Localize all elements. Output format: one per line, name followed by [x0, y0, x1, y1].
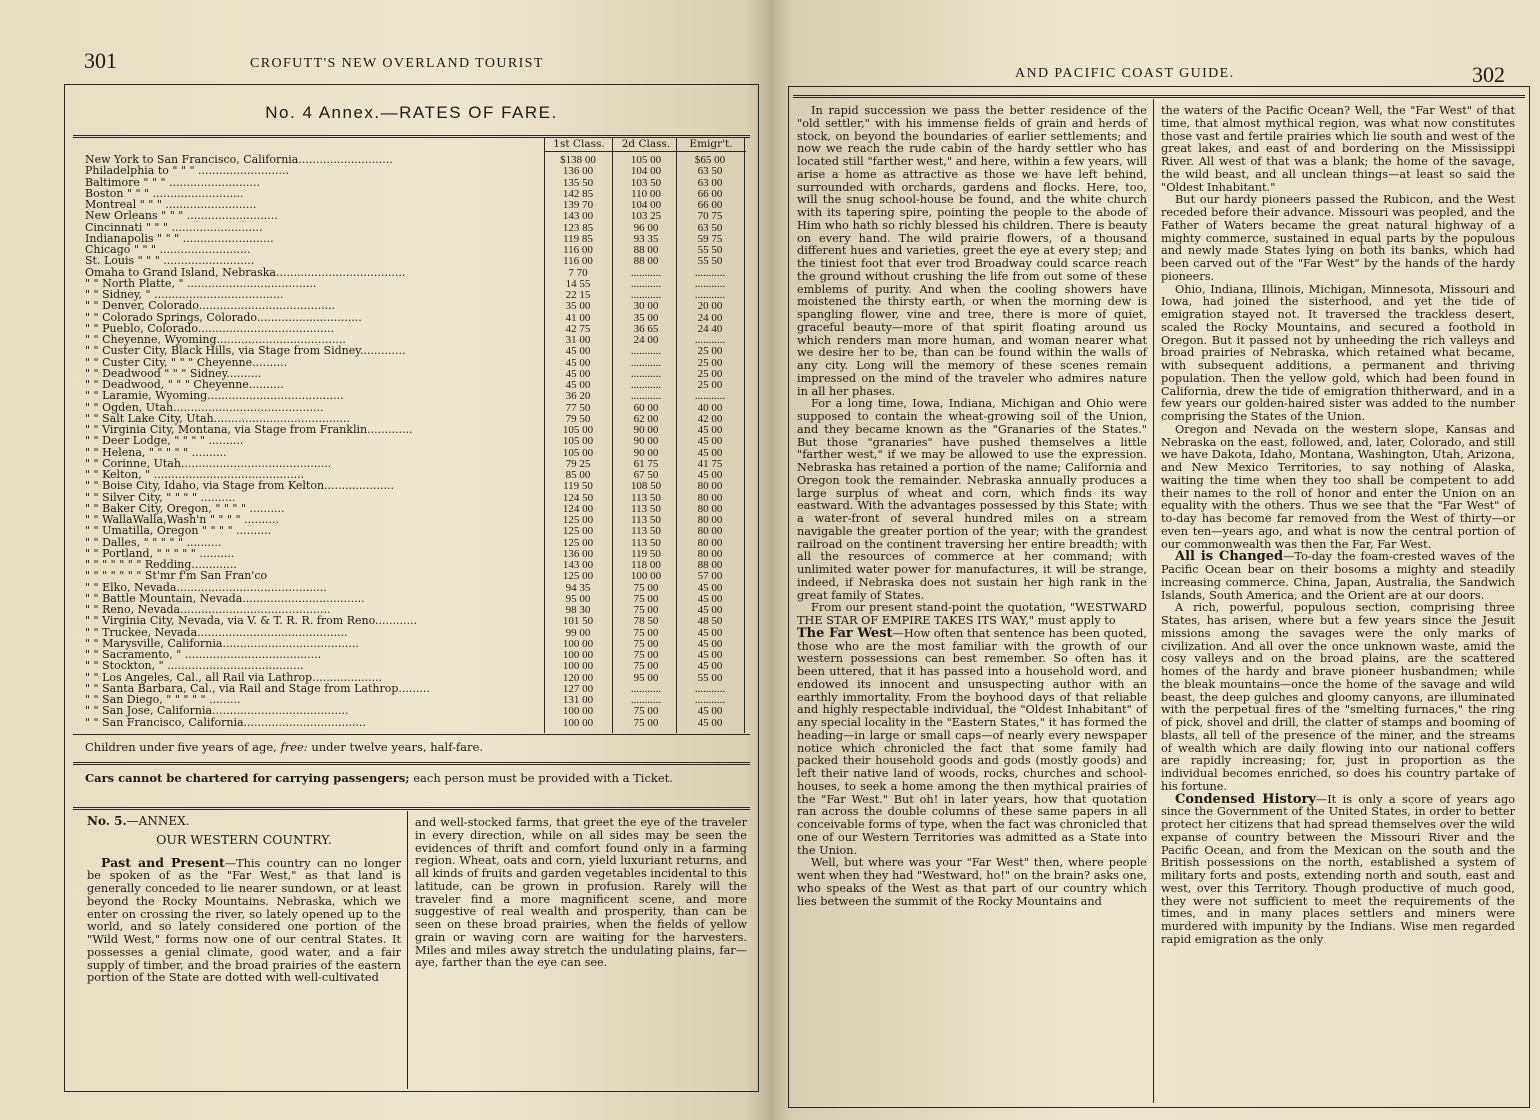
- fare-second-class: 103 50: [630, 176, 662, 189]
- fare-emigrant: 25 00: [697, 345, 723, 358]
- fare-first-class: 119 85: [563, 232, 593, 245]
- fare-second-class: 67 50: [633, 469, 659, 481]
- fare-first-class: 125 00: [562, 525, 594, 538]
- fare-second-class: 113 50: [631, 525, 661, 538]
- text-column-2: [1161, 105, 1515, 947]
- fare-first-class: 119 50: [563, 480, 593, 493]
- fare-route: " " Boise City, Idaho, via Stage from Kelton....................: [85, 480, 394, 493]
- fare-route: " " Custer City, Black Hills, via Stage from Sidney.............: [85, 345, 406, 358]
- col-header-first-class: 1st Class.: [553, 138, 605, 150]
- fare-second-class: ...........: [630, 682, 662, 695]
- paragraph: For a long time, Iowa, Indiana, Michigan and Ohio were supposed to contain the wheat-growing soil of the Union, and they became known as the "Granaries of the States." But those "granaries" have pushed themselves a little "farther west," if we may be allowed to use the expression. Nebraska has retained a portion of the name; California and Oregon took the remainder. Nebraska annually produces a large surplus of wheat and corn, which finds its way eastward. With the advantages possessed by this State; with a water-front of several hundred miles on a stream navigable the greater portion of the year; with the grandest railroad on the continent traversing her entire breadth; with all the resources of commerce at her command; with unlimited water power for manufactures, it will be strange, indeed, if Nebraska does not sustain her high rank in the great family of States.: [797, 397, 1147, 602]
- fare-route: " " San Jose, California.......................................: [85, 705, 349, 718]
- children-note: Children under five years of age, free: under twelve years, half-fare.: [85, 740, 483, 754]
- page-number-right: 302: [1472, 62, 1505, 87]
- running-head-right: AND PACIFIC COAST GUIDE.: [1015, 66, 1235, 81]
- charter-note: Cars cannot be chartered for carrying passengers; each person must be provided with a Ticket.: [85, 771, 673, 785]
- fare-emigrant: 63 50: [697, 221, 723, 234]
- fare-emigrant: 80 00: [697, 514, 723, 526]
- fare-emigrant: 25 00: [697, 379, 723, 391]
- fare-first-class: 100 00: [562, 705, 594, 718]
- fare-emigrant: 63 50: [697, 165, 723, 178]
- fare-second-class: 103 25: [630, 210, 662, 223]
- fare-first-class: 100 00: [562, 660, 594, 673]
- fare-second-class: 36 65: [633, 322, 659, 335]
- fare-route: " " Virginia City, Montana, via Stage from Franklin.............: [85, 424, 413, 436]
- fare-emigrant: 42 00: [697, 412, 723, 425]
- fare-emigrant: 57 00: [697, 570, 723, 583]
- fare-first-class: 136 00: [562, 165, 594, 178]
- paragraph: A rich, powerful, populous section, comprising three States, has arisen, where but a few years since the Jesuit missions among the savages were the only marks of civilization. And all over the once unknown waste, amid the cosy valleys and on the broad plains, are the scattered homes of the hardy and brave pioneer husbandmen; while the bleak mountains—once the home of the savage and wild beast, the deep gulches and gloomy canyons, are illuminated with the perpetual fires of the "smelting furnaces," the ring of pick, shovel and drill, the clatter of stamps and booming of blasts, all tell of the presence of the miner, and the streams of wealth which are daily flowing into our national coffers are rapidly increasing; for, just in proportion as the individual becomes enriched, so does his country partake of his fortune.: [1161, 601, 1515, 793]
- fare-emigrant: 63 00: [697, 176, 723, 189]
- fare-first-class: 143 00: [562, 210, 594, 223]
- fare-route: " " Pueblo, Colorado.......................................: [85, 322, 335, 335]
- fare-route: " " Salt Lake City, Utah.......................................: [85, 412, 350, 425]
- fare-route: " " Silver City, " " " " ..........: [85, 491, 236, 504]
- annex-column-1: [87, 815, 401, 985]
- fare-first-class: 45 00: [565, 367, 591, 380]
- fare-first-class: 125 00: [562, 570, 594, 583]
- fare-second-class: 104 00: [630, 165, 662, 178]
- fare-second-class: 105 00: [630, 154, 662, 166]
- fare-first-class: 105 00: [562, 446, 594, 459]
- fare-second-class: ...........: [630, 694, 662, 706]
- fare-second-class: 90 00: [633, 446, 659, 459]
- fare-route: Montreal " " " ..........................: [85, 199, 257, 211]
- fare-second-class: 75 00: [633, 581, 659, 594]
- fare-emigrant: 40 00: [697, 401, 723, 414]
- fare-route: Baltimore " " " ..........................: [85, 176, 260, 189]
- fare-emigrant: 24 00: [697, 311, 723, 324]
- fare-route: " " Santa Barbara, Cal., via Rail and Stage from Lathrop.........: [85, 682, 430, 695]
- fare-first-class: 101 50: [562, 615, 594, 628]
- fare-emigrant: 45 00: [697, 705, 723, 718]
- fare-second-class: 75 00: [633, 705, 659, 718]
- fare-second-class: 93 35: [633, 232, 659, 245]
- paragraph: In rapid succession we pass the better residence of the "old settler," with his immense fields of grain and herds of stock, on beyond the boundaries of earlier settlements; and now we reach the rude cabin of the hardy settler who has located still "farther west," and here, within a few years, will arise a home as attractive as those we have left behind, surrounded with orchards, gardens and flocks. Here, too, will the snug school-house be found, and the white church with its tapering spire, pointing the people to the abode of Him who hath so richly blessed his children. There is beauty on every hand. The wild prairie flowers, of a thousand different hues and varieties, greet the eye at every step; and the tiniest foot that ever trod Broadway could scarce reach the ground without crushing the life from out some of these emblems of purity. And when the cooling showers have moistened the thirsty earth, or when the morning dew is spangling flower, vine and tree, there is more of quiet, graceful beauty—more of that spirit floating around us which renders man more human, and woman nearer what we desire her to be, than can be found within the walls of any city. Long will the memory of these scenes remain impressed on the mind of the traveler who admires nature in all her phases.: [797, 104, 1147, 398]
- fare-emigrant: ...........: [694, 390, 726, 403]
- fare-second-class: 61 75: [633, 457, 659, 470]
- fare-second-class: ...........: [630, 390, 662, 403]
- fare-first-class: 105 00: [562, 435, 594, 448]
- fare-table-title: No. 4 Annex.—RATES OF FARE.: [265, 103, 558, 122]
- section-title: OUR WESTERN COUNTRY.: [156, 831, 332, 847]
- fare-emigrant: 45 00: [697, 604, 723, 616]
- fare-route: " " Dalles, " " " " " ..........: [85, 536, 222, 549]
- fare-emigrant: 45 00: [697, 716, 723, 729]
- fare-route: " " Baker City, Oregon, " " " " ..........: [85, 502, 285, 515]
- fare-emigrant: 20 00: [697, 300, 723, 313]
- fare-first-class: 41 00: [565, 311, 591, 324]
- fare-emigrant: 80 00: [697, 491, 723, 504]
- fare-second-class: ...........: [630, 266, 662, 279]
- fare-route: " " Corinne, Utah...........................................: [85, 457, 332, 470]
- fare-second-class: 88 00: [633, 244, 659, 256]
- fare-emigrant: 45 00: [697, 637, 723, 650]
- fare-second-class: 78 50: [633, 615, 659, 628]
- fare-second-class: 100 00: [630, 570, 662, 583]
- paragraph: Ohio, Indiana, Illinois, Michigan, Minnesota, Missouri and Iowa, had joined the sisterhood, and yet the tide of emigration stayed not. It traversed the trackless desert, scaled the Rocky Mountains, and secured a foothold in Oregon. But it passed not by unheeding the rich valleys and broad prairies of Nebraska, which retained what became, with subsequent additions, a permanent and thriving population. Then the yellow gold, which had been found in California, drew the tide of emigration thitherward, and in a few years our golden-haired sister was added to the number comprising the States of the Union.: [1161, 282, 1515, 423]
- fare-emigrant: 55 50: [697, 255, 723, 268]
- paragraph: From our present stand-point the quotation, "WESTWARD THE STAR OF EMPIRE TAKES ITS WAY," must apply to: [797, 601, 1147, 627]
- fare-emigrant: 80 00: [697, 525, 723, 538]
- fare-route: Cincinnati " " " ..........................: [85, 221, 263, 234]
- fare-route: " " Deadwood " " " Sidney..........: [85, 367, 262, 380]
- fare-second-class: 75 00: [633, 626, 659, 639]
- fare-first-class: 77 50: [565, 401, 591, 414]
- fare-route: " " Sidney, " .....................................: [85, 289, 284, 301]
- fare-first-class: 35 00: [565, 300, 591, 313]
- fare-second-class: 113 50: [631, 502, 661, 515]
- fare-second-class: 88 00: [633, 255, 659, 268]
- fare-emigrant: 45 00: [697, 649, 723, 661]
- fare-first-class: 100 00: [562, 716, 594, 729]
- paragraph: the waters of the Pacific Ocean? Well, the "Far West" of that time, that almost mythical region, was what now constitutes those vast and fertile prairies which lie south and west of the great lakes, and east of and bordering on the Mississippi River. All west of that was a blank; the home of the savage, the wild beast, and all unclean things—at least so said the "Oldest Inhabitant.": [1161, 104, 1515, 194]
- fare-route: " " Laramie, Wyoming.......................................: [85, 390, 344, 403]
- fare-emigrant: 45 00: [697, 435, 723, 448]
- fare-emigrant: 80 00: [697, 480, 723, 493]
- fare-first-class: 136 00: [562, 547, 594, 560]
- fare-first-class: 95 00: [565, 592, 591, 605]
- fare-emigrant: ...........: [694, 277, 726, 290]
- fare-first-class: 14 55: [565, 277, 591, 290]
- fare-first-class: 125 00: [562, 514, 594, 526]
- paragraph: Past and Present—This country can no longer be spoken of as the "Far West," as that land is generally conceded to lie nearer sundown, or at least beyond the Rocky Mountains. Nebraska, which we enter on crossing the river, so lately opened up to the world, and so lately considered one portion of the "Wild West," forms now one of our central States. It possesses a genial climate, good water, and a fair supply of timber, and the broad prairies of the eastern portion of the State are dotted with well-cultivated: [87, 854, 401, 985]
- fare-emigrant: 25 00: [697, 356, 723, 369]
- fare-second-class: 108 50: [630, 480, 662, 493]
- fare-emigrant: 80 00: [697, 536, 723, 549]
- fare-emigrant: 55 00: [697, 671, 723, 684]
- fare-emigrant: 25 00: [697, 367, 723, 380]
- fare-table-frame: [64, 84, 759, 1092]
- fare-first-class: 105 00: [562, 424, 594, 436]
- paragraph: The Far West—How often that sentence has been quoted, those who are the most familiar with the growth of our western possessions can best remember. So often has it been uttered, that it has passed into a household word, and endowed its innocent and unsuspecting author with an earthly immortality. From the boyhood days of that reliable and highly respectable individual, the "Oldest Inhabitant" of any special locality in the "Eastern States," it has formed the heading—in large or small caps—of nearly every newspaper notice which chronicled the fact that some family had packed their household goods and gods (mostly goods) and left their native land of woods, rocks, churches and school-houses, to seek a home among the then mythical prairies of the "Far West." But oh! in later years, how that quotation ran across the double columns of these same papers in all conceivable forms of type, when the fact was chronicled that one of our Western Territories was admitted as a State into the Union.: [797, 625, 1147, 857]
- fare-route: New York to San Francisco, California...........................: [85, 154, 393, 166]
- fare-second-class: 113 50: [631, 491, 661, 504]
- fare-route: " " Sacramento, " .......................................: [85, 649, 322, 661]
- fare-route: " " Virginia City, Nevada, via V. & T. R. R. from Reno............: [85, 615, 417, 628]
- fare-route: " " Cheyenne, Wyoming.....................................: [85, 334, 346, 346]
- fare-route: " " Custer City, " " " Cheyenne..........: [85, 356, 288, 369]
- fare-first-class: 139 70: [562, 199, 594, 211]
- right-page: [770, 0, 1540, 1120]
- fare-second-class: 118 00: [631, 559, 661, 571]
- paragraph: and well-stocked farms, that greet the eye of the traveler in every direction, while on all sides may be seen the evidences of thrift and comfort found only in a farming region. Wheat, oats and corn, yield luxuriant returns, and all kinds of fruits and garden vegetables incidental to this latitude, can be grown in profusion. Rarely will the traveler find a more magnificent scene, and more suggestive of real wealth and prosperity, than can be seen on these broad prairies, when the fields of yellow grain or waving corn are waiting for the harvesters. Miles and miles away stretch the undulating plains, far—aye, farther than the eye can see.: [415, 816, 747, 970]
- fare-route: " " Battle Mountain, Nevada...................................: [85, 592, 365, 605]
- col-header-second-class: 2d Class.: [621, 138, 671, 150]
- fare-route: " " Ogden, Utah...........................................: [85, 401, 324, 414]
- fare-first-class: 116 00: [563, 255, 593, 268]
- fare-route: " " Truckee, Nevada...........................................: [85, 626, 348, 639]
- fare-first-class: 42 75: [565, 322, 591, 335]
- fare-second-class: 75 00: [633, 604, 659, 616]
- fare-first-class: 45 00: [565, 356, 591, 369]
- fare-first-class: 45 00: [565, 379, 591, 391]
- fare-emigrant: 45 00: [697, 626, 723, 639]
- paragraph: Oregon and Nevada on the western slope, Kansas and Nebraska on the east, followed, and, later, Colorado, and still we have Dakota, Idaho, Montana, Washington, Utah, Arizona, and New Mexico Territories, to say nothing of Alaska, waiting the time when they too shall be competent to add their names to the roll of honor and enter the Union on an equality with the others. Thus we see that the "Far West" of to-day has become far removed from the West of thirty—or even ten—years ago, and what is now the central portion of our commonwealth was then the Far, Far West.: [1161, 422, 1515, 551]
- fare-emigrant: 24 40: [697, 322, 723, 335]
- fare-second-class: ...........: [630, 356, 662, 369]
- fare-emigrant: 45 00: [697, 660, 723, 673]
- fare-first-class: 79 25: [565, 457, 591, 470]
- fare-route: " " Marysville, California.......................................: [85, 637, 359, 650]
- paragraph: Condensed History—It is only a score of years ago since the Government of the United States, in order to better protect her citizens that had spread themselves over the wild expanse of country between the Missouri River and the Pacific Ocean, and from the Mexican on the south and the British possessions on the north, established a system of military forts and posts, extending north and south, east and west, over this Territory. Though productive of much good, they were not sufficient to meet the requirements of the times, and in many places settlers and miners were murdered with impunity by the Indians. Wise men regarded rapid emigration as the only: [1161, 791, 1515, 946]
- fare-first-class: 100 00: [562, 637, 594, 650]
- fare-route: " " North Platte, " .....................................: [85, 277, 317, 290]
- fare-second-class: 24 00: [633, 334, 659, 346]
- fare-first-class: 99 00: [565, 626, 591, 639]
- fare-emigrant: 45 00: [697, 581, 723, 594]
- fare-route: " " Reno, Nevada...........................................: [85, 604, 331, 616]
- fare-route: Boston " " " ..........................: [85, 187, 244, 200]
- col-header-emigrant: Emigr't.: [689, 138, 733, 150]
- fare-first-class: 45 00: [565, 345, 591, 358]
- fare-second-class: 75 00: [633, 716, 659, 729]
- fare-route: " " San Francisco, California...................................: [85, 716, 366, 729]
- fare-first-class: 142 85: [562, 187, 594, 200]
- fare-second-class: 96 00: [633, 221, 659, 234]
- fare-first-class: 127 00: [562, 682, 594, 695]
- fare-emigrant: ...........: [694, 682, 726, 695]
- fare-emigrant: ...........: [694, 694, 726, 706]
- fare-first-class: 120 00: [562, 671, 594, 684]
- fare-first-class: 31 00: [565, 334, 591, 346]
- fare-emigrant: 59 75: [697, 232, 723, 245]
- fare-row: [65, 717, 758, 730]
- fare-first-class: 124 00: [562, 502, 594, 515]
- text-column-1: [797, 105, 1147, 908]
- fare-route: " " Umatilla, Oregon " " " " ..........: [85, 525, 272, 538]
- fare-emigrant: 88 00: [697, 559, 723, 571]
- fare-emigrant: 45 00: [697, 446, 723, 459]
- fare-second-class: 113 50: [631, 514, 661, 526]
- fare-route: " " Deadwood, " " " Cheyenne..........: [85, 379, 284, 391]
- fare-first-class: 94 35: [565, 581, 591, 594]
- fare-second-class: 113 50: [631, 536, 661, 549]
- fare-route: " " Colorado Springs, Colorado..............................: [85, 311, 362, 324]
- text-frame: [788, 86, 1530, 1108]
- fare-first-class: 135 50: [562, 176, 594, 189]
- fare-first-class: 143 00: [562, 559, 594, 571]
- fare-emigrant: 45 00: [697, 592, 723, 605]
- fare-emigrant: ...........: [694, 334, 726, 346]
- fare-first-class: 116 00: [563, 244, 593, 256]
- fare-emigrant: ...........: [694, 266, 726, 279]
- fare-emigrant: 41 75: [697, 457, 723, 470]
- fare-route: " " WallaWalla,Wash'n " " " " ..........: [85, 514, 280, 526]
- fare-emigrant: 66 00: [697, 187, 723, 200]
- fare-route: St. Louis " " " ..........................: [85, 255, 255, 268]
- fare-route: " " " " " " " St'mr f'm San Fran'co: [85, 570, 268, 583]
- fare-second-class: 75 00: [633, 592, 659, 605]
- fare-second-class: 104 00: [630, 199, 662, 211]
- fare-route: " " Elko, Nevada...........................................: [85, 581, 327, 594]
- paragraph: But our hardy pioneers passed the Rubicon, and the West receded before their advance. Missouri was peopled, and the Father of Waters became the great natural highway of a mighty commerce, sustained in equal parts by the populous and newly made States lying on both its banks, which had been carved out of the "Far West" by the hands of the hardy pioneers.: [1161, 193, 1515, 283]
- fare-route: " " Stockton, " .......................................: [85, 660, 304, 673]
- fare-second-class: ...........: [630, 289, 662, 301]
- fare-emigrant: $65 00: [694, 154, 726, 166]
- fare-second-class: 119 50: [631, 547, 661, 560]
- fare-first-class: 36 20: [565, 390, 591, 403]
- fare-emigrant: 80 00: [697, 547, 723, 560]
- fare-first-class: $138 00: [560, 154, 596, 166]
- fare-route: " " Kelton, " ...........................................: [85, 469, 305, 481]
- paragraph: All is Changed—To-day the foam-crested waves of the Pacific Ocean bear on their bosoms a mighty and steadily increasing commerce. China, Japan, Australia, the Sandwich Islands, South America, and the Orient are at our doors.: [1161, 549, 1515, 602]
- fare-first-class: 22 15: [565, 289, 591, 301]
- fare-second-class: ...........: [630, 345, 662, 358]
- fare-first-class: 98 30: [565, 604, 591, 616]
- annex-label: No. 5.—ANNEX.: [87, 814, 190, 828]
- fare-emigrant: 48 50: [697, 615, 723, 628]
- fare-emigrant: 55 50: [697, 244, 723, 256]
- fare-second-class: 30 00: [633, 300, 659, 313]
- fare-second-class: ...........: [630, 277, 662, 290]
- fare-emigrant: 45 00: [697, 424, 723, 436]
- fare-route: Indianapolis " " " ..........................: [85, 232, 274, 245]
- fare-route: New Orleans " " " ..........................: [85, 210, 278, 223]
- page-number-left: 301: [84, 48, 117, 73]
- fare-second-class: 110 00: [631, 187, 661, 200]
- fare-route: " " Helena, " " " " " ..........: [85, 446, 227, 459]
- fare-route: Philadelphia to " " " ..........................: [85, 165, 289, 178]
- fare-second-class: 75 00: [633, 660, 659, 673]
- fare-first-class: 131 00: [562, 694, 594, 706]
- fare-second-class: 62 00: [633, 412, 659, 425]
- fare-second-class: 75 00: [633, 649, 659, 661]
- fare-route: " " Portland, " " " " " ..........: [85, 547, 235, 560]
- running-head-left: CROFUTT'S NEW OVERLAND TOURIST: [250, 56, 544, 71]
- fare-second-class: ...........: [630, 379, 662, 391]
- annex-column-2: [415, 817, 747, 970]
- fare-route: " " Deer Lodge, " " " " ..........: [85, 435, 244, 448]
- fare-emigrant: 80 00: [697, 502, 723, 515]
- fare-first-class: 125 00: [562, 536, 594, 549]
- fare-route: " " " " " " " Redding.............: [85, 559, 237, 571]
- fare-emigrant: 66 00: [697, 199, 723, 211]
- fare-first-class: 79 50: [565, 412, 591, 425]
- fare-first-class: 85 00: [565, 469, 591, 481]
- paragraph: Well, but where was your "Far West" then, where people went when they had "Westward, ho!" on the brain? asks one, who speaks of the West as that part of our country which lies between the summit of the Rocky Mountains and: [797, 856, 1147, 908]
- fare-emigrant: ...........: [694, 289, 726, 301]
- fare-first-class: 123 85: [562, 221, 594, 234]
- fare-second-class: 35 00: [633, 311, 659, 324]
- fare-second-class: 90 00: [633, 424, 659, 436]
- fare-second-class: 95 00: [633, 671, 659, 684]
- fare-first-class: 124 50: [562, 491, 594, 504]
- fare-route: " " San Diego, " " " " " .........: [85, 694, 241, 706]
- fare-first-class: 7 70: [568, 266, 588, 279]
- fare-route: Omaha to Grand Island, Nebraska.....................................: [85, 266, 406, 279]
- fare-second-class: 60 00: [633, 401, 659, 414]
- fare-emigrant: 70 75: [697, 210, 723, 223]
- fare-second-class: 75 00: [633, 637, 659, 650]
- fare-second-class: 90 00: [633, 435, 659, 448]
- fare-route: " " Los Angeles, Cal., all Rail via Lathrop....................: [85, 671, 383, 684]
- fare-route: Chicago " " " ..........................: [85, 244, 251, 256]
- fare-emigrant: 45 00: [697, 469, 723, 481]
- fare-second-class: ...........: [630, 367, 662, 380]
- fare-route: " " Denver, Colorado.......................................: [85, 300, 336, 313]
- fare-first-class: 100 00: [562, 649, 594, 661]
